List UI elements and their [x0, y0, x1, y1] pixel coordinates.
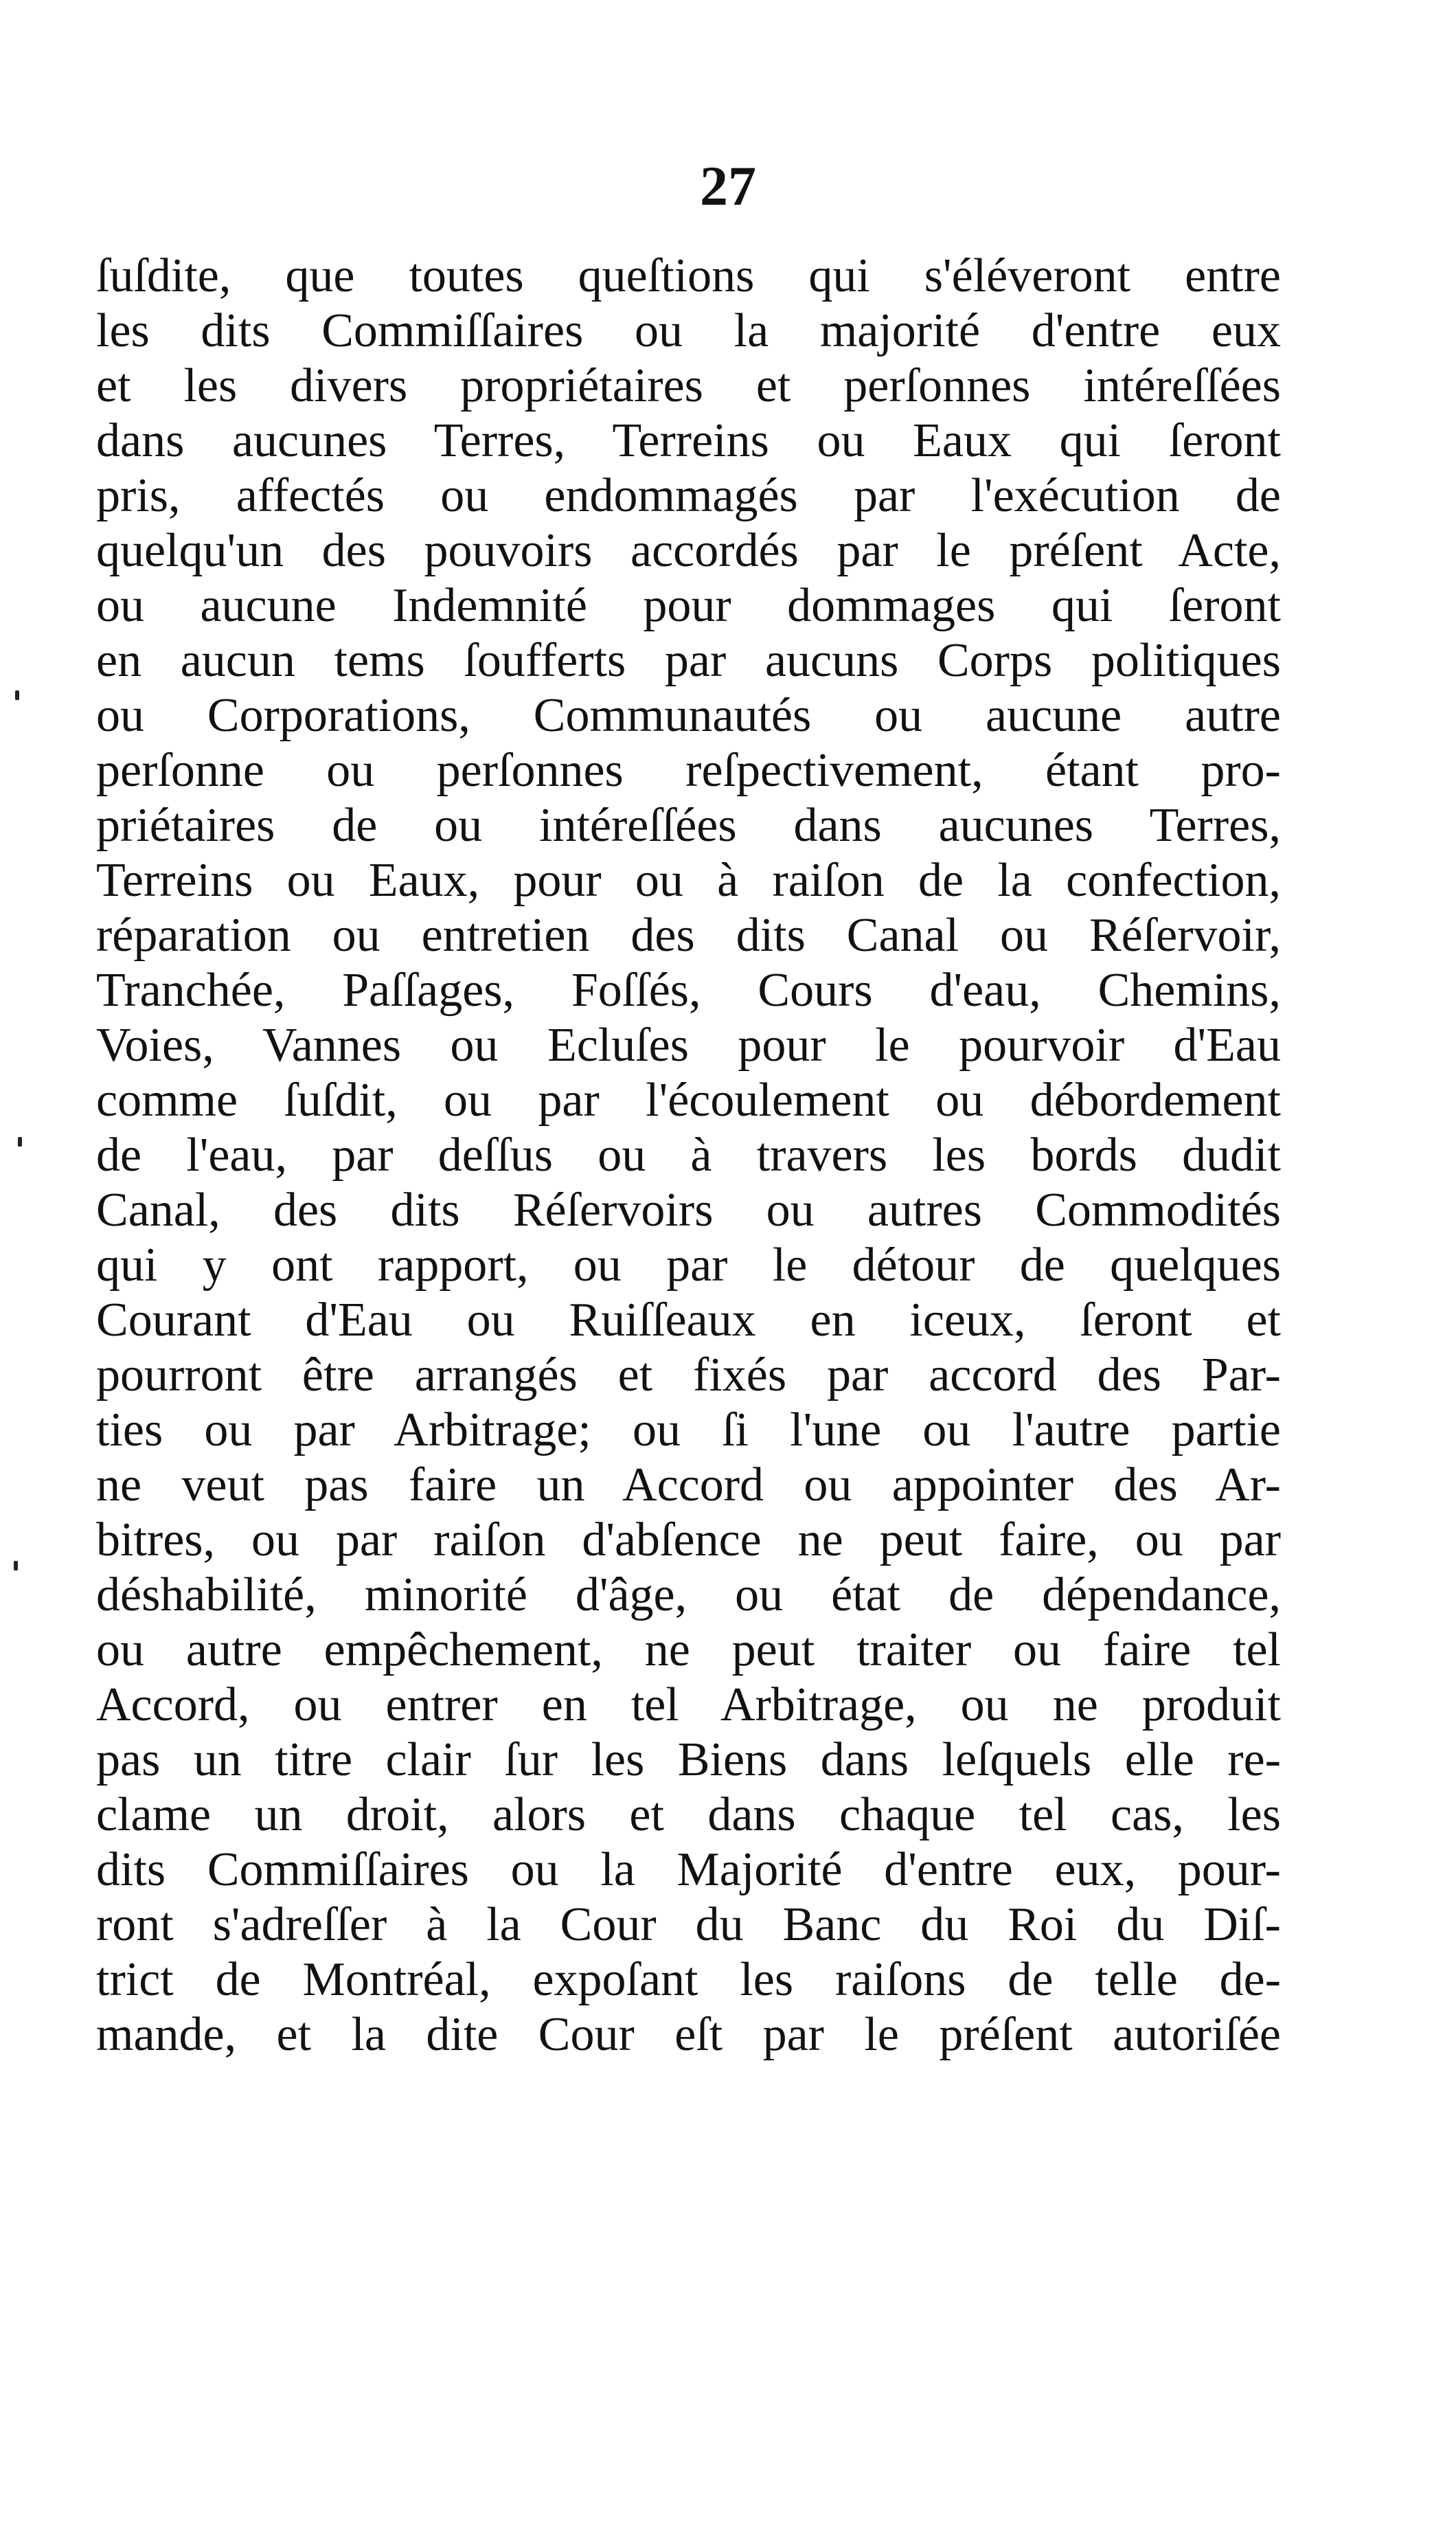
text-line: Tranchée, Paſſages, Foſſés, Cours d'eau, Chemins, — [96, 964, 1281, 1017]
text-line: comme ſuſdit, ou par l'écoulement ou débordement — [96, 1074, 1281, 1127]
text-line: qui y ont rapport, ou par le détour de quelques — [96, 1239, 1281, 1292]
text-line: quelqu'un des pouvoirs accordés par le préſent Acte, — [96, 524, 1281, 577]
text-line: priétaires de ou intéreſſées dans aucunes Terres, — [96, 799, 1281, 852]
text-line: dits Commiſſaires ou la Majorité d'entre eux, pour- — [96, 1843, 1281, 1896]
text-line: de l'eau, par deſſus ou à travers les bords dudit — [96, 1129, 1281, 1182]
text-line: pris, affectés ou endommagés par l'exécution de — [96, 469, 1281, 522]
text-line: Voies, Vannes ou Ecluſes pour le pourvoir d'Eau — [96, 1019, 1281, 1072]
text-line: trict de Montréal, expoſant les raiſons de telle de- — [96, 1953, 1281, 2006]
text-line: ne veut pas faire un Accord ou appointer des Ar- — [96, 1459, 1281, 1511]
text-line: dans aucunes Terres, Terreins ou Eaux qui ſeront — [96, 414, 1281, 467]
text-line: perſonne ou perſonnes reſpectivement, étant pro- — [96, 744, 1281, 797]
page-number: 27 — [700, 155, 756, 217]
text-line: ſuſdite, que toutes queſtions qui s'éléveront entre — [96, 249, 1281, 302]
text-line: ou autre empêchement, ne peut traiter ou faire tel — [96, 1623, 1281, 1676]
text-line: Canal, des dits Réſervoirs ou autres Commodités — [96, 1184, 1281, 1237]
margin-ink-mark — [18, 1137, 22, 1147]
text-line: déshabilité, minorité d'âge, ou état de dépendance, — [96, 1568, 1281, 1621]
text-line: réparation ou entretien des dits Canal ou Réſervoir, — [96, 909, 1281, 962]
margin-ink-mark — [15, 690, 19, 700]
text-line: mande, et la dite Cour eſt par le préſent autoriſée — [96, 2008, 1281, 2061]
body-text — [96, 249, 1281, 2062]
text-line: ront s'adreſſer à la Cour du Banc du Roi du Diſ- — [96, 1898, 1281, 1951]
text-line: ou aucune Indemnité pour dommages qui ſeront — [96, 579, 1281, 632]
text-line: pas un titre clair ſur les Biens dans leſquels elle re- — [96, 1733, 1281, 1786]
text-line: bitres, ou par raiſon d'abſence ne peut faire, ou par — [96, 1513, 1281, 1566]
text-line: pourront être arrangés et fixés par accord des Par- — [96, 1349, 1281, 1401]
text-line: Terreins ou Eaux, pour ou à raiſon de la confection, — [96, 854, 1281, 907]
text-line: Courant d'Eau ou Ruiſſeaux en iceux, ſeront et — [96, 1294, 1281, 1347]
text-line: clame un droit, alors et dans chaque tel cas, les — [96, 1788, 1281, 1841]
margin-ink-mark — [14, 1561, 18, 1571]
text-line: en aucun tems ſoufferts par aucuns Corps politiques — [96, 634, 1281, 687]
text-line: et les divers propriétaires et perſonnes intéreſſées — [96, 359, 1281, 412]
text-line: ou Corporations, Communautés ou aucune autre — [96, 689, 1281, 742]
text-line: Accord, ou entrer en tel Arbitrage, ou ne produit — [96, 1678, 1281, 1731]
text-line: les dits Commiſſaires ou la majorité d'entre eux — [96, 304, 1281, 357]
text-line: ties ou par Arbitrage; ou ſi l'une ou l'autre partie — [96, 1404, 1281, 1456]
